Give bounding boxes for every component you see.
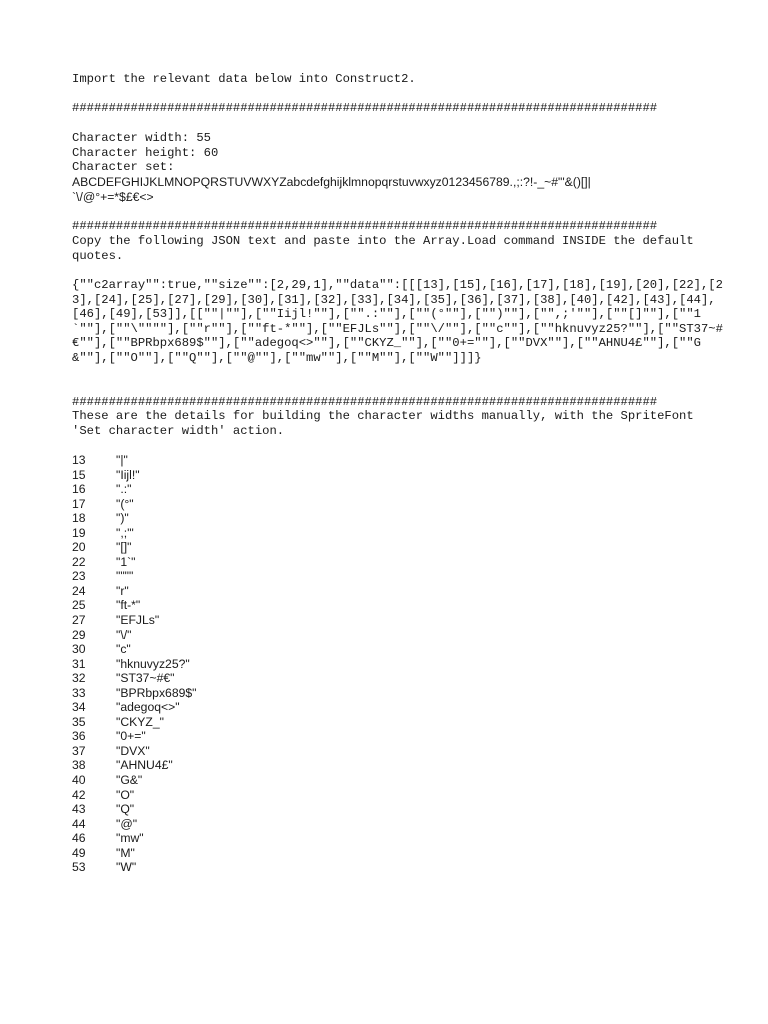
width-characters: "EFJLs" [116, 613, 160, 628]
width-characters: "hknuvyz25?" [116, 656, 190, 671]
width-row [72, 700, 196, 715]
width-characters: "CKYZ_" [116, 714, 164, 729]
width-row [72, 773, 196, 788]
width-characters: "0+=" [116, 729, 146, 744]
width-characters: "|" [116, 453, 128, 467]
width-characters: "[]" [116, 540, 132, 555]
width-value: 40 [72, 773, 86, 788]
width-row [72, 598, 196, 613]
width-characters: ")" [116, 511, 129, 526]
width-characters: "O" [116, 787, 135, 802]
width-value: 43 [72, 802, 86, 817]
width-value: 46 [72, 831, 86, 846]
json-text[interactable]: {""c2array"":true,""size"":[2,29,1],""data"":[[[13],[15],[16],[17],[18],[19],[20],[22],[23],[24],[25],[27],[29],[30],[31],[32],[33],[34],[35],[36],[37],[38],[40],[42],[43],[44],[46],[49],[53]],[[""|""],[""Iijl!""],["".:""],[""(°""],["")""],["",;'""],[""[]""],[""1`""],[""\""""],[""r""],[""ft-*""],[""EFJLs""],[""\/""],[""c""],[""hknuvyz25?""],[""ST37~#€""],[""BPRbpx689$""],[""adegoq<>""],[""CKYZ_""],[""0+=""],[""DVX""],[""AHNU4£""],[""G&""],[""O""],[""Q""],[""@""],[""mw""],[""M""],[""W""]]]} [72, 278, 723, 365]
width-row [72, 788, 196, 803]
width-row [72, 671, 196, 686]
width-row [72, 482, 196, 497]
width-row [72, 584, 196, 599]
width-value: 29 [72, 627, 86, 642]
width-value: 24 [72, 583, 86, 598]
width-value: 27 [72, 613, 86, 628]
width-value: 32 [72, 671, 86, 686]
width-characters: "r" [116, 583, 129, 598]
width-value: 33 [72, 685, 86, 700]
width-characters: "\/" [116, 627, 132, 642]
separator-3: ################################################################################ [72, 395, 658, 409]
width-value: 23 [72, 569, 86, 584]
separator-1: ################################################################################ [72, 101, 658, 115]
width-value: 31 [72, 656, 86, 671]
width-characters: "Iijl!" [116, 467, 140, 482]
width-characters: "BPRbpx689$" [116, 685, 197, 700]
width-characters: ".:" [116, 482, 132, 497]
character-width: Character width: 55 [72, 131, 211, 145]
character-height: Character height: 60 [72, 146, 219, 160]
width-row [72, 817, 196, 832]
width-row [72, 758, 196, 773]
width-row [72, 715, 196, 730]
width-characters: "ft-*" [116, 598, 141, 613]
width-characters: "M" [116, 845, 135, 860]
width-value: 34 [72, 700, 86, 715]
charset-label: Character set: [72, 160, 175, 174]
width-row [72, 613, 196, 628]
width-row [72, 846, 196, 861]
width-row [72, 526, 196, 541]
width-row [72, 511, 196, 526]
widths-instructions: These are the details for building the character widths manually, with the SpriteFont 'Set character width' action. [72, 409, 709, 438]
width-characters: "Q" [116, 802, 135, 817]
width-characters: "adegoq<>" [116, 700, 180, 715]
charset-line-1: ABCDEFGHIJKLMNOPQRSTUVWXYZabcdefghijklmnopqrstuvwxyz0123456789.,;:?!-_~#"'&()[]| [72, 175, 591, 189]
width-value: 38 [72, 758, 86, 773]
width-value: 18 [72, 511, 86, 526]
width-value: 37 [72, 743, 86, 758]
width-value: 25 [72, 598, 86, 613]
width-characters: "G&" [116, 773, 143, 788]
width-row [72, 860, 196, 875]
width-value: 15 [72, 467, 86, 482]
width-row [72, 468, 196, 483]
width-characters: ",;'" [116, 525, 134, 540]
width-row [72, 686, 196, 701]
width-value: 44 [72, 816, 86, 831]
width-characters: "AHNU4£" [116, 758, 173, 773]
width-row [72, 657, 196, 672]
width-characters: "(°" [116, 496, 134, 511]
width-value: 16 [72, 482, 86, 497]
width-characters: "@" [116, 816, 138, 831]
width-row [72, 802, 196, 817]
width-row [72, 831, 196, 846]
width-value: 22 [72, 554, 86, 569]
width-characters: """" [116, 569, 134, 584]
width-row [72, 497, 196, 512]
separator-2: ################################################################################ [72, 219, 658, 233]
width-value: 53 [72, 860, 86, 875]
width-row [72, 628, 196, 643]
width-value: 49 [72, 845, 86, 860]
character-widths-list [72, 453, 196, 875]
width-characters: "ST37~#€" [116, 671, 175, 686]
width-value: 17 [72, 496, 86, 511]
width-value: 20 [72, 540, 86, 555]
width-row [72, 744, 196, 759]
width-value: 36 [72, 729, 86, 744]
width-row [72, 642, 196, 657]
width-value: 19 [72, 525, 86, 540]
width-row [72, 453, 196, 468]
width-row [72, 540, 196, 555]
width-value: 35 [72, 714, 86, 729]
width-characters: "W" [116, 860, 137, 875]
width-characters: "mw" [116, 831, 144, 846]
width-row [72, 555, 196, 570]
width-characters: "c" [116, 642, 131, 657]
width-characters: "DVX" [116, 743, 150, 758]
width-value: 42 [72, 787, 86, 802]
width-characters: "1`" [116, 554, 136, 569]
width-value: 30 [72, 642, 86, 657]
intro-text: Import the relevant data below into Construct2. [72, 72, 416, 86]
width-value: 13 [72, 453, 86, 467]
width-row [72, 569, 196, 584]
json-instructions: Copy the following JSON text and paste into the Array.Load command INSIDE the default quotes. [72, 234, 701, 263]
charset-line-2: `\/@°+=*$£€<> [72, 190, 154, 204]
width-row [72, 729, 196, 744]
